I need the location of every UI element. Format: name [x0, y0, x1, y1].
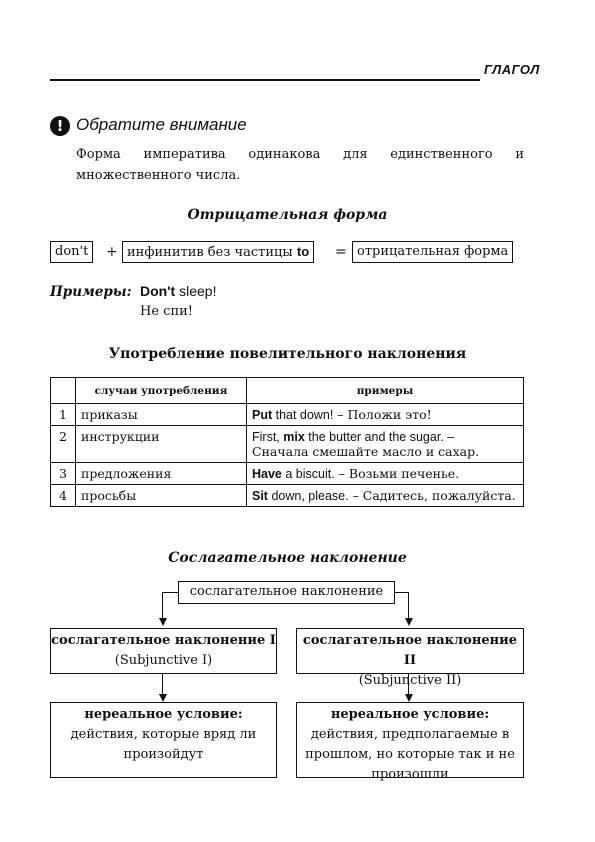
table-row — [51, 426, 524, 463]
row-example — [247, 485, 524, 507]
subjunctive-1-desc-title: нереальное условие: — [84, 707, 243, 722]
formula-dont-box: don't — [50, 241, 93, 263]
row-example — [247, 404, 524, 426]
attention-text: Форма императива одинакова для единственного и множественного числа. — [76, 147, 524, 183]
subjunctive-root-box: сослагательное наклонение — [178, 581, 395, 604]
example-english — [140, 283, 216, 299]
connector-right-v — [408, 592, 409, 618]
formula-result-box: отрицательная форма — [352, 241, 513, 263]
chapter-title: ГЛАГОЛ — [484, 62, 540, 77]
example-en: that down! — [272, 408, 334, 422]
connector-right-h — [395, 592, 409, 593]
example-ru: – Положи это! — [333, 407, 432, 422]
table-row — [51, 463, 524, 485]
usage-title: Употребление повелительного наклонения — [108, 346, 467, 362]
example-bold: Sit — [252, 489, 268, 503]
example-en-pre: First, — [252, 430, 284, 444]
example-bold: mix — [283, 430, 305, 444]
subjunctive-2-sub: (Subjunctive II) — [358, 673, 462, 688]
example-ru: – Садитесь, пожалуйста. — [348, 488, 516, 503]
connector-left-h — [162, 592, 178, 593]
subjunctive-1-title: сослагательное наклонение I — [51, 633, 276, 648]
connector-left-v — [162, 592, 163, 618]
attention-title: Обратите внимание — [76, 115, 247, 134]
subjunctive-2-box — [296, 628, 524, 688]
subjunctive-title: Сослагательное наклонение — [168, 550, 407, 566]
row-case: просьбы — [76, 485, 247, 507]
row-example — [247, 426, 524, 463]
row-num: 4 — [51, 485, 76, 507]
arrow-down-icon — [159, 618, 167, 626]
example-english-rest: sleep! — [175, 283, 217, 299]
subjunctive-1-box — [50, 628, 277, 674]
example-ru: – Возьми печенье. — [334, 466, 460, 481]
exclamation-icon: ! — [50, 116, 70, 136]
row-num: 2 — [51, 426, 76, 463]
table-header-case: случаи употребления — [76, 378, 247, 404]
example-en: the butter and the sugar. – — [304, 430, 455, 444]
row-case: предложения — [76, 463, 247, 485]
subjunctive-1-desc-box — [50, 702, 277, 778]
row-example — [247, 463, 524, 485]
subjunctive-2-desc-box — [296, 702, 524, 782]
subjunctive-2-desc: действия, предполагаемые в прошлом, но которые так и не произошли — [305, 727, 515, 782]
example-bold: Have — [252, 467, 282, 481]
connector-left-lower — [162, 673, 163, 695]
arrow-down-icon — [405, 694, 413, 702]
subjunctive-1-desc: действия, которые вряд ли произойдут — [70, 727, 257, 762]
table-header-row — [51, 378, 524, 404]
row-num: 1 — [51, 404, 76, 426]
table-header-num — [51, 378, 76, 404]
formula-to: to — [296, 244, 310, 259]
example-bold: Put — [252, 408, 273, 422]
header-rule — [50, 79, 480, 81]
negative-formula — [50, 241, 525, 263]
formula-infinitive-box: инфинитив без частицы to — [122, 241, 314, 263]
table-header-examples: примеры — [247, 378, 524, 404]
example-english-bold: Don't — [140, 283, 176, 299]
example-ru: Сначала смешайте масло и сахар. — [252, 444, 480, 459]
row-case: инструкции — [76, 426, 247, 463]
negative-form-title: Отрицательная форма — [187, 207, 388, 223]
row-num: 3 — [51, 463, 76, 485]
table-row — [51, 485, 524, 507]
arrow-down-icon — [405, 618, 413, 626]
example-en: a biscuit. — [281, 467, 335, 481]
subjunctive-1-sub: (Subjunctive I) — [114, 653, 213, 668]
formula-plus: + — [106, 244, 118, 260]
example-en: down, please. — [267, 489, 349, 503]
table-row — [51, 404, 524, 426]
subjunctive-2-title: сослагательное наклонение II — [302, 633, 518, 668]
subjunctive-2-desc-title: нереальное условие: — [330, 707, 490, 722]
formula-equals: = — [335, 244, 347, 260]
arrow-down-icon — [159, 694, 167, 702]
examples-label: Примеры: — [50, 284, 132, 300]
row-case: приказы — [76, 404, 247, 426]
example-russian: Не спи! — [140, 304, 193, 319]
usage-table — [50, 377, 524, 507]
